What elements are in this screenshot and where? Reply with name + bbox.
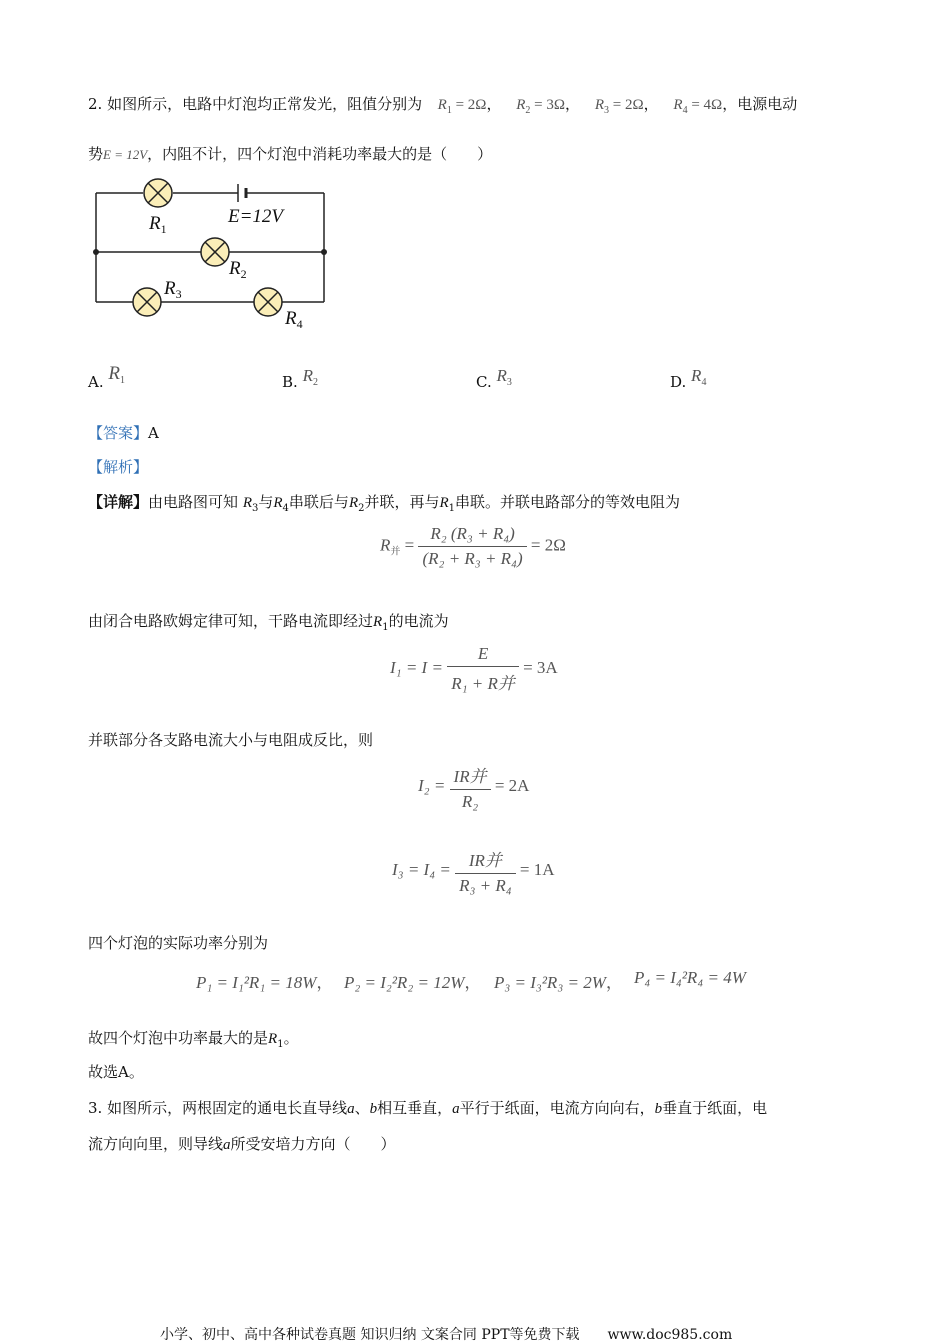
equation-i3-i4: I₃ = I₄ = $\frac{\text{IR并}}{\text{R₃ + R₄}}$ = 1A — [392, 851, 555, 895]
power-p1: P₁ = I₁²R₁ = 18W， — [196, 973, 334, 992]
r3-value: $R_3 = 2\Omega$ — [594, 97, 644, 116]
text-ohm-law: 由闭合电路欧姆定律可知，干路电流即经过$R_1$的电流为 — [88, 612, 449, 633]
answer-line: 【答案】A — [88, 424, 159, 442]
circuit-diagram — [88, 172, 338, 337]
equation-main-current: I₁ = I = $\frac{E}{\text{R₁ + R并}}$ = 3A — [390, 644, 558, 693]
lamp-r3-icon — [133, 288, 161, 316]
label-emf: E=12V — [228, 206, 284, 227]
r1-value: $R_1 = 2\Omega$ — [437, 97, 487, 116]
label-r3: $R_3$ — [164, 278, 182, 301]
label-r2: $R_2$ — [229, 258, 247, 281]
lamp-r1-icon — [144, 179, 172, 207]
label-r4: $R_4$ — [285, 308, 303, 331]
r4-value: $R_4 = 4\Omega$ — [673, 97, 723, 116]
option-d[interactable]: D. $R_4$ — [670, 366, 707, 391]
question-3-line-1: 3. 如图所示，两根固定的通电长直导线a、b相互垂直，a平行于纸面，电流方向向右，b垂直于纸面，电 — [88, 1099, 768, 1117]
lamp-r2-icon — [201, 238, 229, 266]
equation-parallel-resistance: $R_并$ = $\frac{\text{R₂ (R₃ + R₄)}}{\text{(R₂ + R₃ + R₄)}}$ = 2Ω — [380, 524, 566, 568]
power-p3: P₃ = I₃²R₃ = 2W， — [494, 973, 623, 992]
option-c[interactable]: C. $R_3$ — [476, 366, 512, 391]
analysis-label: 【解析】 — [88, 458, 149, 476]
choose-line: 故选A。 — [88, 1063, 144, 1081]
footer-text[interactable]: 小学、初中、高中各种试卷真题 知识归纳 文案合同 PPT等免费下载 www.doc985.com — [160, 1327, 733, 1343]
label-r1: $R_1$ — [149, 213, 167, 236]
detail-line: 【详解】由电路图可知 $R_3$与$R_4$串联后与$R_2$并联，再与$R_1$串联。并联电路部分的等效电阻为 — [88, 493, 681, 514]
question-3-line-2: 流方向向里，则导线a所受安培力方向（ ） — [88, 1135, 396, 1153]
conclusion-line: 故四个灯泡中功率最大的是$R_1$。 — [88, 1029, 299, 1050]
equation-i2: I₂ = $\frac{\text{IR并}}{\text{R₂}}$ = 2A — [418, 767, 530, 811]
emf-value: E = 12V — [103, 147, 148, 162]
power-p4: P₄ = I₄²R₄ = 4W — [634, 968, 746, 987]
r2-value: $R_2 = 3\Omega$ — [516, 97, 566, 116]
option-a[interactable]: A. $R^1$ — [88, 363, 125, 391]
text-power-intro: 四个灯泡的实际功率分别为 — [88, 934, 269, 952]
lamp-r4-icon — [254, 288, 282, 316]
power-p2: P₂ = I₂²R₂ = 12W， — [344, 973, 482, 992]
option-b[interactable]: B. $R_2$ — [282, 366, 318, 391]
junction-right — [321, 249, 327, 255]
text-branch-current: 并联部分各支路电流大小与电阻成反比，则 — [88, 731, 374, 749]
question-2-line-1: 2. 如图所示，电路中灯泡均正常发光，阻值分别为 $R_1 = 2\Omega$， $R_2 = 3\Omega$， $R_3 = 2\Omega$， $R_4 = 4\Omega$，电源电动 — [88, 95, 798, 116]
question-2-line-2: 势E = 12V，内阻不计，四个灯泡中消耗功率最大的是（ ） — [88, 145, 493, 163]
junction-left — [93, 249, 99, 255]
